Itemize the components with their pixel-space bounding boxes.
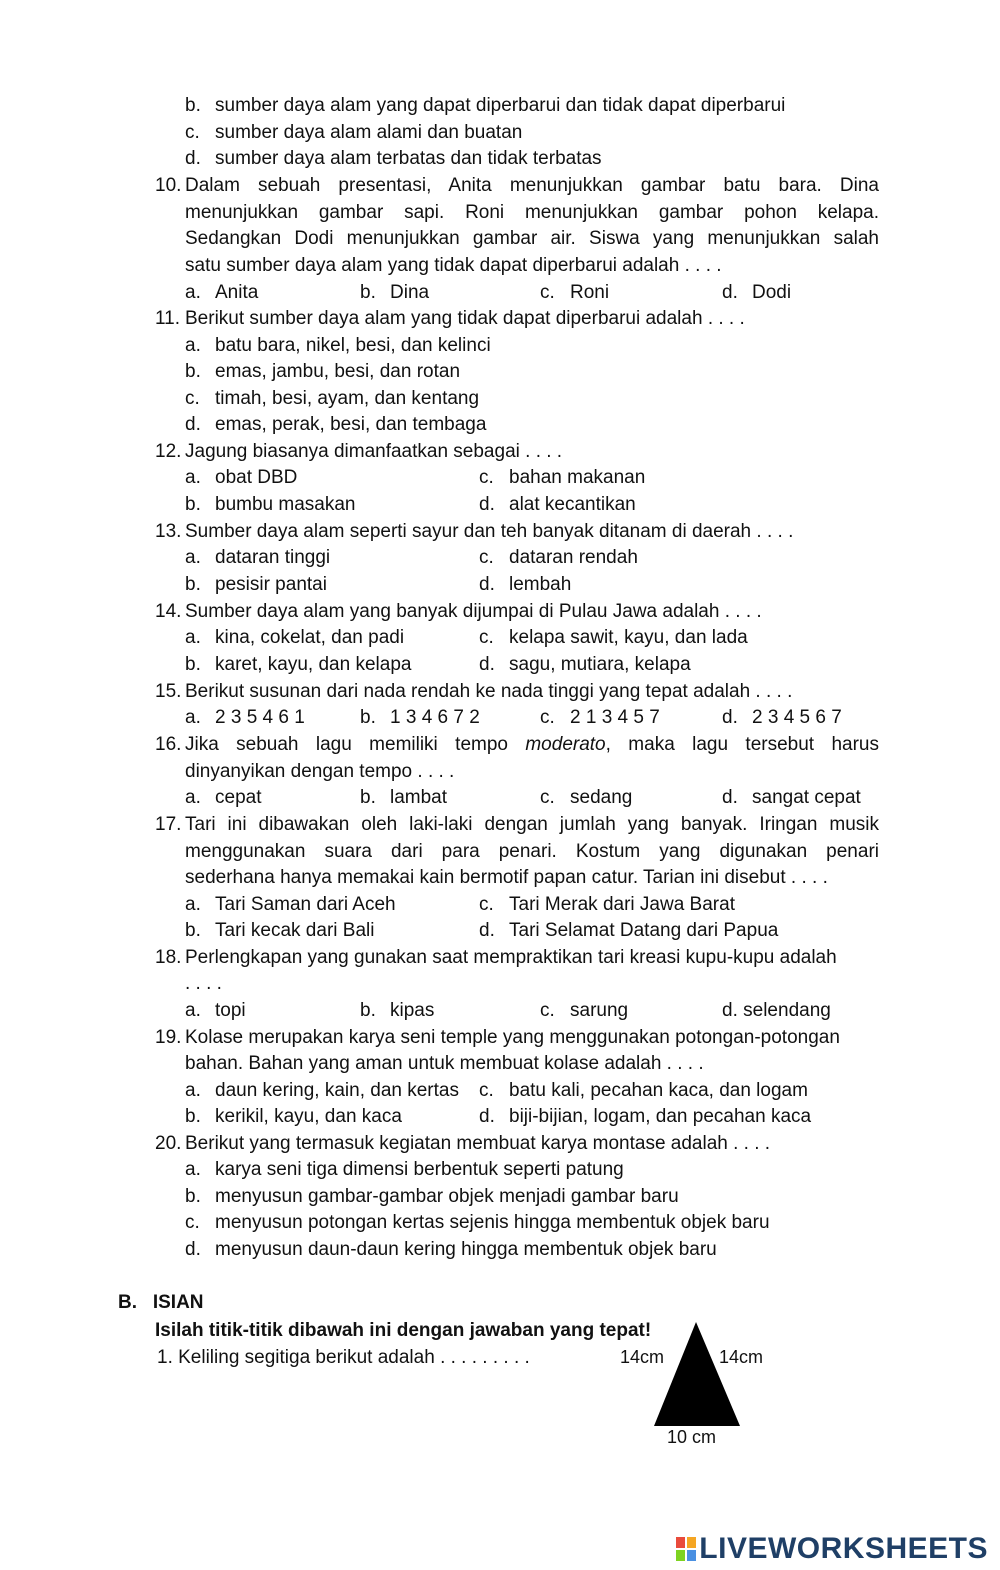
q10-number: 10. xyxy=(155,175,182,196)
q19-option-b: b. kerikil, kayu, dan kaca xyxy=(185,1106,402,1127)
q9-option-d: d. sumber daya alam terbatas dan tidak terbatas xyxy=(185,148,602,169)
q14-option-b: b. karet, kayu, dan kelapa xyxy=(185,654,412,675)
q10-text-line: Dalam sebuah presentasi, Anita menunjukkan gambar batu bara. Dina xyxy=(185,175,879,196)
q19-text-line: bahan. Bahan yang aman untuk membuat kolase adalah . . . . xyxy=(185,1053,704,1074)
isian-item-1: 1. Keliling segitiga berikut adalah . . . . . . . . . xyxy=(157,1347,530,1368)
q17-text-line: menggunakan suara dari para penari. Kostum yang digunakan penari xyxy=(185,841,879,862)
q19-option-c: c. batu kali, pecahan kaca, dan logam xyxy=(479,1080,808,1101)
q16-option-c: c. sedang xyxy=(540,787,633,808)
triangle-right-side-label: 14cm xyxy=(719,1347,764,1367)
q15-option-c: c. 2 1 3 4 5 7 xyxy=(540,707,660,728)
q16-text-line: Jika sebuah lagu memiliki tempo moderato, maka lagu tersebut harus xyxy=(185,734,879,755)
q20-option-b: b. menyusun gambar-gambar objek menjadi gambar baru xyxy=(185,1186,679,1207)
q13-number: 13. xyxy=(155,521,182,542)
q20-option-d: d. menyusun daun-daun kering hingga membentuk objek baru xyxy=(185,1239,717,1260)
section-b-heading: B. ISIAN xyxy=(118,1292,204,1313)
q16-option-d: d. sangat cepat xyxy=(722,787,861,808)
q12-number: 12. xyxy=(155,441,182,462)
q19-number: 19. xyxy=(155,1027,182,1048)
q9-option-b: b. sumber daya alam yang dapat diperbarui dan tidak dapat diperbarui xyxy=(185,95,786,116)
triangle-shape xyxy=(654,1322,740,1426)
liveworksheets-logo xyxy=(675,1532,988,1566)
q15-text: Berikut susunan dari nada rendah ke nada tinggi yang tepat adalah . . . . xyxy=(185,681,793,702)
q16-number: 16. xyxy=(155,734,182,755)
q12-option-a: a. obat DBD xyxy=(185,467,298,488)
q14-option-d: d. sagu, mutiara, kelapa xyxy=(479,654,691,675)
q18-text-line: . . . . xyxy=(185,973,222,994)
q11-option-a: a. batu bara, nikel, besi, dan kelinci xyxy=(185,335,491,356)
q19-text-line: Kolase merupakan karya seni temple yang menggunakan potongan-potongan xyxy=(185,1027,840,1048)
q17-option-a: a. Tari Saman dari Aceh xyxy=(185,894,396,915)
q12-option-c: c. bahan makanan xyxy=(479,467,646,488)
q18-number: 18. xyxy=(155,947,182,968)
q10-text-line: satu sumber daya alam yang tidak dapat diperbarui adalah . . . . xyxy=(185,255,722,276)
q18-option-c: c. sarung xyxy=(540,1000,629,1021)
triangle-base-label: 10 cm xyxy=(667,1427,717,1447)
q20-text: Berikut yang termasuk kegiatan membuat karya montase adalah . . . . xyxy=(185,1133,771,1154)
q11-option-b: b. emas, jambu, besi, dan rotan xyxy=(185,361,461,382)
q14-number: 14. xyxy=(155,601,182,622)
q19-option-a: a. daun kering, kain, dan kertas xyxy=(185,1080,459,1101)
q14-option-c: c. kelapa sawit, kayu, dan lada xyxy=(479,627,748,648)
q15-number: 15. xyxy=(155,681,182,702)
q11-text: Berikut sumber daya alam yang tidak dapat diperbarui adalah . . . . xyxy=(185,308,745,329)
q17-option-d: d. Tari Selamat Datang dari Papua xyxy=(479,920,779,941)
q11-option-c: c. timah, besi, ayam, dan kentang xyxy=(185,388,480,409)
q11-option-d: d. emas, perak, besi, dan tembaga xyxy=(185,414,487,435)
q12-text: Jagung biasanya dimanfaatkan sebagai . . . . xyxy=(185,441,563,462)
q12-option-b: b. bumbu masakan xyxy=(185,494,356,515)
q10-option-d: d. Dodi xyxy=(722,282,792,303)
q18-option-d: d. selendang xyxy=(722,1000,831,1021)
q15-option-a: a. 2 3 5 4 6 1 xyxy=(185,707,305,728)
q20-number: 20. xyxy=(155,1133,182,1154)
q18-text-line: Perlengkapan yang gunakan saat mempraktikan tari kreasi kupu-kupu adalah xyxy=(185,947,837,968)
q20-option-a: a. karya seni tiga dimensi berbentuk seperti patung xyxy=(185,1159,624,1180)
triangle-figure xyxy=(650,1318,744,1430)
q16-text-line: dinyanyikan dengan tempo . . . . xyxy=(185,761,455,782)
q10-option-c: c. Roni xyxy=(540,282,610,303)
liveworksheets-logo-icon xyxy=(675,1536,697,1562)
q13-text: Sumber daya alam seperti sayur dan teh banyak ditanam di daerah . . . . xyxy=(185,521,794,542)
q10-option-b: b. Dina xyxy=(360,282,430,303)
q17-option-b: b. Tari kecak dari Bali xyxy=(185,920,375,941)
q14-option-a: a. kina, cokelat, dan padi xyxy=(185,627,405,648)
q13-option-d: d. lembah xyxy=(479,574,572,595)
q15-option-d: d. 2 3 4 5 6 7 xyxy=(722,707,842,728)
q17-text-line: Tari ini dibawakan oleh laki-laki dengan jumlah yang banyak. Iringan musik xyxy=(185,814,879,835)
q18-option-a: a. topi xyxy=(185,1000,246,1021)
q16-option-b: b. lambat xyxy=(360,787,448,808)
q19-option-d: d. biji-bijian, logam, dan pecahan kaca xyxy=(479,1106,812,1127)
liveworksheets-logo-text: LIVEWORKSHEETS xyxy=(699,1532,988,1565)
q14-text: Sumber daya alam yang banyak dijumpai di Pulau Jawa adalah . . . . xyxy=(185,601,762,622)
q12-option-d: d. alat kecantikan xyxy=(479,494,636,515)
section-b-instruction: Isilah titik-titik dibawah ini dengan jawaban yang tepat! xyxy=(155,1320,652,1341)
q13-option-a: a. dataran tinggi xyxy=(185,547,331,568)
q16-italic-term: moderato xyxy=(525,734,606,755)
q20-option-c: c. menyusun potongan kertas sejenis hingga membentuk objek baru xyxy=(185,1212,770,1233)
q17-option-c: c. Tari Merak dari Jawa Barat xyxy=(479,894,735,915)
q13-option-b: b. pesisir pantai xyxy=(185,574,327,595)
q9-option-c: c. sumber daya alam alami dan buatan xyxy=(185,122,523,143)
triangle-left-side-label: 14cm xyxy=(620,1347,665,1367)
q17-text-line: sederhana hanya memakai kain bermotif papan catur. Tarian ini disebut . . . . xyxy=(185,867,828,888)
q13-option-c: c. dataran rendah xyxy=(479,547,638,568)
q17-number: 17. xyxy=(155,814,182,835)
q10-text-line: menunjukkan gambar sapi. Roni menunjukkan gambar pohon kelapa. xyxy=(185,202,879,223)
q11-number: 11. xyxy=(155,308,181,329)
q15-option-b: b. 1 3 4 6 7 2 xyxy=(360,707,480,728)
q10-option-a: a. Anita xyxy=(185,282,259,303)
q16-option-a: a. cepat xyxy=(185,787,262,808)
q10-text-line: Sedangkan Dodi menunjukkan gambar air. Siswa yang menunjukkan salah xyxy=(185,228,879,249)
q18-option-b: b. kipas xyxy=(360,1000,435,1021)
